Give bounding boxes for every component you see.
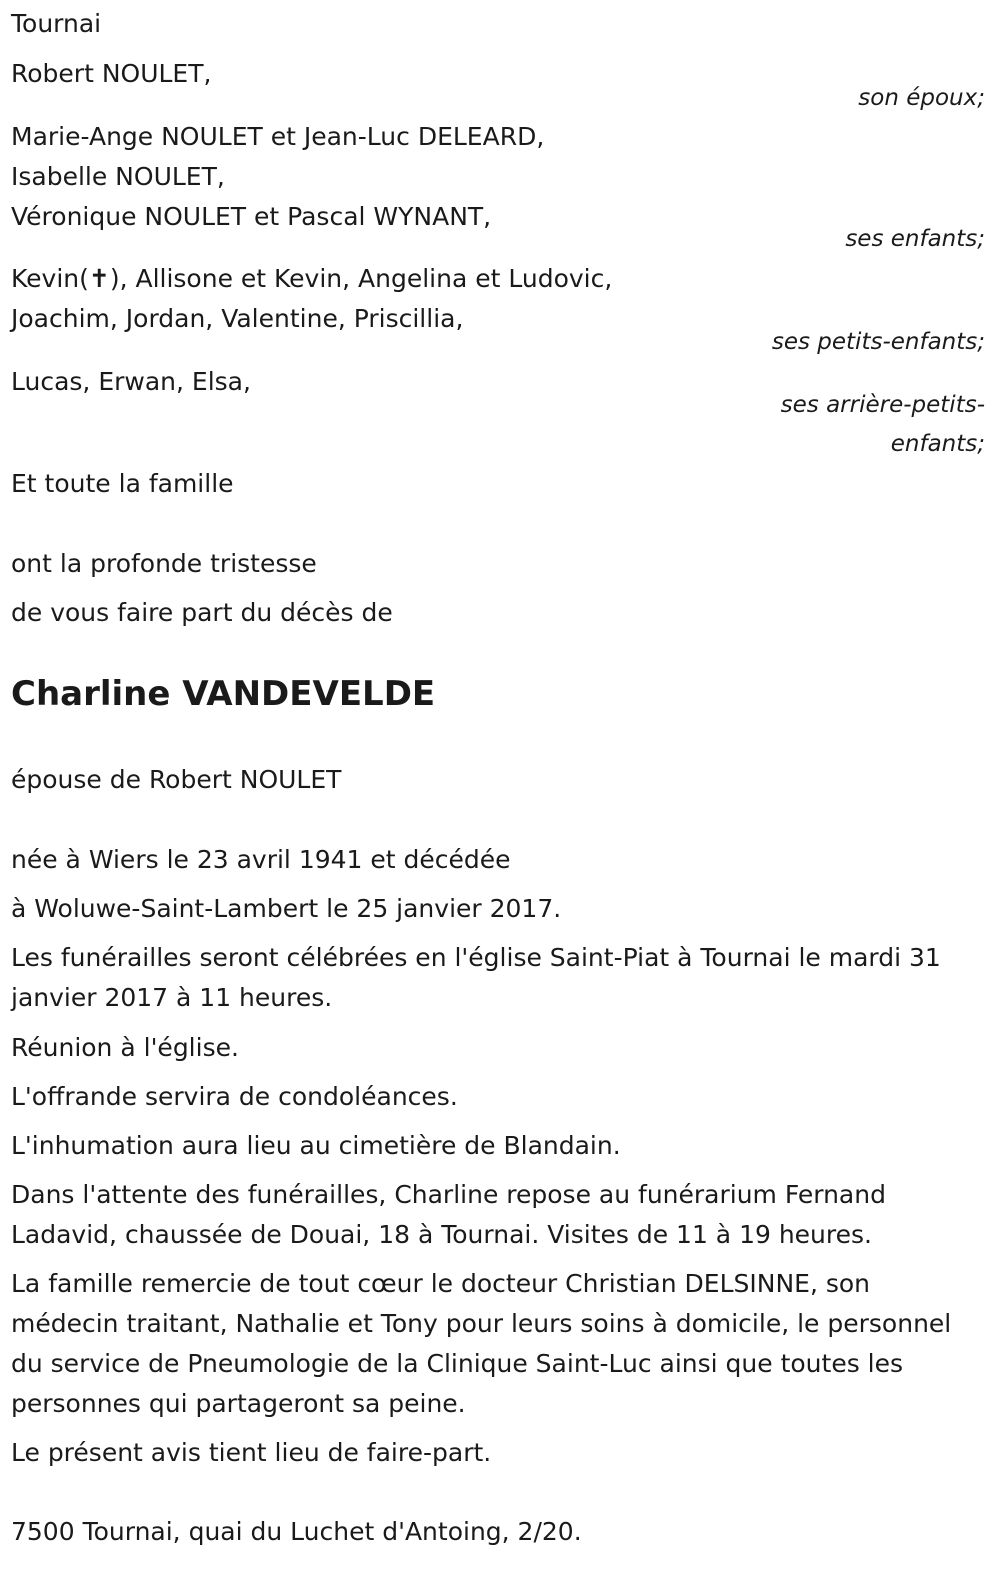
announcement-line-1: ont la profonde tristesse <box>11 549 317 578</box>
children-role: ses enfants; <box>845 226 985 252</box>
offering-info: L'offrande servira de condoléances. <box>11 1082 458 1111</box>
city-heading: Tournai <box>11 9 102 38</box>
great-grandchildren-role-2: enfants; <box>890 431 985 457</box>
announcement-line-2: de vous faire part du décès de <box>11 598 393 627</box>
funeral-info: Les funérailles seront célébrées en l'église Saint-Piat à Tournai le mardi 31 janvier 2017 à 11 heures. <box>11 943 941 1012</box>
great-grandchildren-line: Lucas, Erwan, Elsa, <box>11 367 251 396</box>
spouse-of: épouse de Robert NOULET <box>11 765 342 794</box>
child-line-1: Marie-Ange NOULET et Jean-Luc DELEARD, <box>11 122 545 151</box>
grandchildren-line-1: Kevin(✝), Allisone et Kevin, Angelina et Ludovic, <box>11 264 613 293</box>
child-line-2: Isabelle NOULET, <box>11 162 225 191</box>
spouse-role: son époux; <box>858 85 985 111</box>
grandchildren-line-2: Joachim, Jordan, Valentine, Priscillia, <box>11 304 464 333</box>
birth-info: née à Wiers le 23 avril 1941 et décédée <box>11 845 511 874</box>
meeting-info: Réunion à l'église. <box>11 1033 239 1062</box>
address: 7500 Tournai, quai du Luchet d'Antoing, 2/20. <box>11 1517 582 1546</box>
repose-info: Dans l'attente des funérailles, Charline repose au funérarium Fernand Ladavid, chaussée de Douai, 18 à Tournai. Visites de 11 à 19 heures. <box>11 1180 886 1249</box>
child-line-3: Véronique NOULET et Pascal WYNANT, <box>11 202 492 231</box>
thanks-paragraph: La famille remercie de tout cœur le docteur Christian DELSINNE, son médecin traitant, Nathalie et Tony pour leurs soins à domicile, le personnel du service de Pneumologie de la Clinique Saint-Luc ainsi que toutes les personnes qui partageront sa peine. <box>11 1269 952 1418</box>
great-grandchildren-role-1: ses arrière-petits- <box>780 392 985 418</box>
burial-info: L'inhumation aura lieu au cimetière de Blandain. <box>11 1131 621 1160</box>
all-family: Et toute la famille <box>11 469 234 498</box>
deceased-name: Charline VANDEVELDE <box>11 674 436 714</box>
spouse-name: Robert NOULET, <box>11 59 212 88</box>
notice-text: Le présent avis tient lieu de faire-part. <box>11 1438 492 1467</box>
death-info: à Woluwe-Saint-Lambert le 25 janvier 2017. <box>11 894 562 923</box>
grandchildren-role: ses petits-enfants; <box>771 329 985 355</box>
